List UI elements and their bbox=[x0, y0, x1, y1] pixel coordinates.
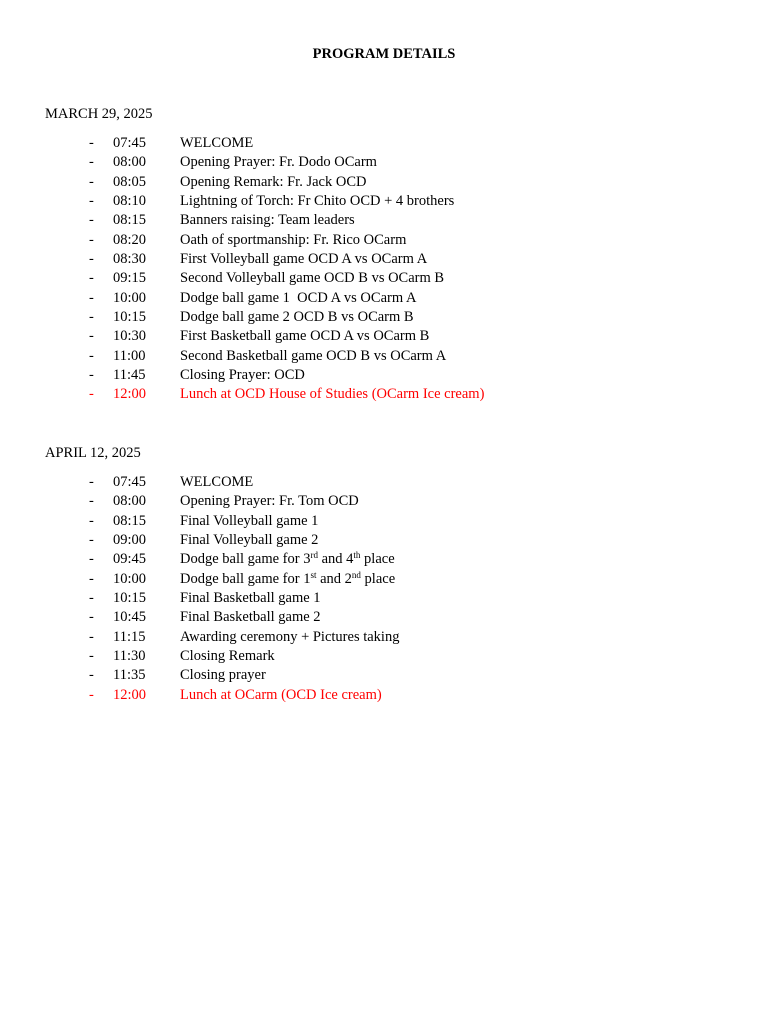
schedule-list-march bbox=[0, 134, 768, 405]
item-description bbox=[180, 550, 395, 569]
bullet-dash: - bbox=[89, 386, 94, 403]
bullet-dash: - bbox=[89, 367, 94, 384]
item-time: 12:00 bbox=[113, 686, 147, 703]
item-description: Opening Remark: Fr. Jack OCD bbox=[180, 173, 367, 190]
item-description: Final Volleyball game 2 bbox=[180, 532, 319, 549]
schedule-list-april bbox=[0, 473, 768, 705]
schedule-item bbox=[0, 512, 768, 531]
bullet-dash: - bbox=[89, 667, 94, 684]
schedule-item bbox=[0, 589, 768, 608]
item-time: 11:30 bbox=[113, 648, 146, 665]
schedule-item bbox=[0, 134, 768, 153]
schedule-item bbox=[0, 153, 768, 172]
desc-text: Dodge ball game for 1 bbox=[180, 570, 311, 587]
bullet-dash: - bbox=[89, 154, 94, 171]
item-description: Final Volleyball game 1 bbox=[180, 512, 319, 529]
item-description: Banners raising: Team leaders bbox=[180, 212, 355, 229]
ordinal-suffix: nd bbox=[351, 569, 361, 580]
item-description: Final Basketball game 1 bbox=[180, 590, 321, 607]
schedule-item bbox=[0, 327, 768, 346]
item-description: Closing prayer bbox=[180, 667, 266, 684]
schedule-item bbox=[0, 608, 768, 627]
section-date-april: APRIL 12, 2025 bbox=[45, 445, 141, 461]
schedule-item bbox=[0, 250, 768, 269]
schedule-item bbox=[0, 628, 768, 647]
schedule-item bbox=[0, 173, 768, 192]
ordinal-suffix: st bbox=[310, 569, 317, 580]
desc-text: and 4 bbox=[317, 551, 354, 568]
item-description: WELCOME bbox=[180, 135, 254, 151]
item-time: 07:45 bbox=[113, 135, 147, 151]
schedule-item-lunch bbox=[0, 385, 768, 404]
item-time: 09:45 bbox=[113, 551, 147, 568]
item-description: Opening Prayer: Fr. Tom OCD bbox=[180, 493, 359, 510]
schedule-item-lunch bbox=[0, 686, 768, 705]
item-time: 11:15 bbox=[113, 628, 146, 645]
bullet-dash: - bbox=[89, 231, 94, 248]
schedule-item bbox=[0, 192, 768, 211]
bullet-dash: - bbox=[89, 173, 94, 190]
page-title: PROGRAM DETAILS bbox=[312, 46, 456, 62]
schedule-item bbox=[0, 211, 768, 230]
item-time: 10:15 bbox=[113, 309, 147, 326]
schedule-item bbox=[0, 366, 768, 385]
item-time: 10:30 bbox=[113, 328, 147, 345]
item-time: 11:45 bbox=[113, 367, 146, 384]
item-description: WELCOME bbox=[180, 474, 254, 490]
schedule-item bbox=[0, 647, 768, 666]
schedule-item bbox=[0, 289, 768, 308]
ordinal-suffix: th bbox=[353, 550, 361, 561]
bullet-dash: - bbox=[89, 570, 94, 587]
schedule-item bbox=[0, 308, 768, 327]
item-time: 08:05 bbox=[113, 173, 147, 190]
schedule-item bbox=[0, 570, 768, 589]
item-description: Second Volleyball game OCD B vs OCarm B bbox=[180, 270, 445, 287]
schedule-item bbox=[0, 231, 768, 250]
item-time: 11:35 bbox=[113, 667, 146, 684]
desc-text: place bbox=[360, 551, 395, 568]
item-description: Opening Prayer: Fr. Dodo OCarm bbox=[180, 154, 377, 171]
bullet-dash: - bbox=[89, 590, 94, 607]
item-description: Awarding ceremony + Pictures taking bbox=[180, 628, 400, 645]
schedule-item bbox=[0, 550, 768, 569]
bullet-dash: - bbox=[89, 212, 94, 229]
item-time: 09:00 bbox=[113, 532, 147, 549]
item-time: 08:30 bbox=[113, 251, 147, 268]
schedule-item bbox=[0, 492, 768, 511]
item-time: 12:00 bbox=[113, 386, 147, 403]
item-description: Oath of sportmanship: Fr. Rico OCarm bbox=[180, 231, 407, 248]
item-time: 08:20 bbox=[113, 231, 147, 248]
item-description: Lightning of Torch: Fr Chito OCD + 4 brothers bbox=[180, 193, 455, 210]
item-description: First Volleyball game OCD A vs OCarm A bbox=[180, 251, 428, 268]
bullet-dash: - bbox=[89, 474, 94, 490]
ordinal-suffix: rd bbox=[310, 550, 318, 561]
schedule-item bbox=[0, 531, 768, 550]
desc-text: Dodge ball game for 3 bbox=[180, 551, 311, 568]
item-time: 11:00 bbox=[113, 347, 146, 364]
item-time: 08:10 bbox=[113, 193, 147, 210]
bullet-dash: - bbox=[89, 135, 94, 151]
item-description: Second Basketball game OCD B vs OCarm A bbox=[180, 347, 447, 364]
item-description: Lunch at OCD House of Studies (OCarm Ice cream) bbox=[180, 386, 485, 403]
item-time: 08:15 bbox=[113, 512, 147, 529]
item-time: 07:45 bbox=[113, 474, 147, 490]
bullet-dash: - bbox=[89, 512, 94, 529]
schedule-item bbox=[0, 473, 768, 492]
item-description: Closing Prayer: OCD bbox=[180, 367, 305, 384]
bullet-dash: - bbox=[89, 309, 94, 326]
item-description: Dodge ball game 2 OCD B vs OCarm B bbox=[180, 309, 414, 326]
bullet-dash: - bbox=[89, 270, 94, 287]
bullet-dash: - bbox=[89, 493, 94, 510]
item-description: Final Basketball game 2 bbox=[180, 609, 321, 626]
item-time: 09:15 bbox=[113, 270, 147, 287]
desc-text: and 2 bbox=[316, 570, 352, 587]
item-description: Dodge ball game 1 OCD A vs OCarm A bbox=[180, 289, 417, 306]
item-description bbox=[180, 570, 395, 589]
item-time: 10:15 bbox=[113, 590, 147, 607]
bullet-dash: - bbox=[89, 289, 94, 306]
schedule-item bbox=[0, 666, 768, 685]
item-time: 10:00 bbox=[113, 570, 147, 587]
schedule-item bbox=[0, 347, 768, 366]
schedule-item bbox=[0, 269, 768, 288]
item-time: 08:00 bbox=[113, 493, 147, 510]
bullet-dash: - bbox=[89, 251, 94, 268]
bullet-dash: - bbox=[89, 347, 94, 364]
bullet-dash: - bbox=[89, 193, 94, 210]
item-time: 08:00 bbox=[113, 154, 147, 171]
bullet-dash: - bbox=[89, 628, 94, 645]
bullet-dash: - bbox=[89, 609, 94, 626]
bullet-dash: - bbox=[89, 532, 94, 549]
bullet-dash: - bbox=[89, 648, 94, 665]
item-time: 10:45 bbox=[113, 609, 147, 626]
section-date-march: MARCH 29, 2025 bbox=[45, 106, 153, 122]
bullet-dash: - bbox=[89, 551, 94, 568]
bullet-dash: - bbox=[89, 686, 94, 703]
item-time: 08:15 bbox=[113, 212, 147, 229]
item-description: Closing Remark bbox=[180, 648, 275, 665]
item-time: 10:00 bbox=[113, 289, 147, 306]
item-description: First Basketball game OCD A vs OCarm B bbox=[180, 328, 430, 345]
item-description: Lunch at OCarm (OCD Ice cream) bbox=[180, 686, 382, 703]
bullet-dash: - bbox=[89, 328, 94, 345]
desc-text: place bbox=[360, 570, 396, 587]
